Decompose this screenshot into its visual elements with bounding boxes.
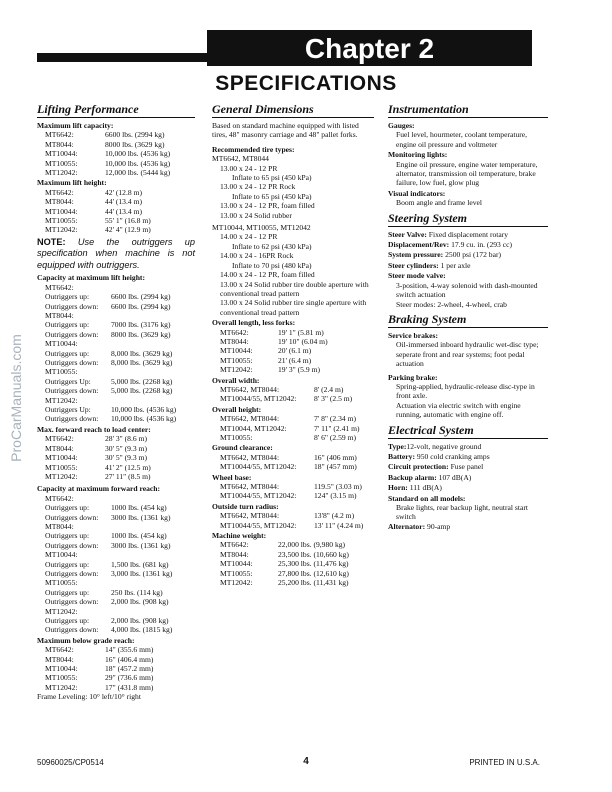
model-label: MT10044: [45,550,78,560]
spec-key: MT10055: [45,673,78,683]
spec-value: 30' 5" (9.3 m) [105,443,148,453]
spec-row [37,453,195,462]
spec-row [212,462,374,471]
spec-value: 4,000 lbs. (1815 kg) [111,625,173,635]
tire-line: 14.00 x 24 - 12 PR [220,232,278,242]
parking-brake-value-2: Actuation via electric switch with engine running, automatic with engine off. [396,400,521,420]
tires-group1 [212,164,374,220]
alternator-value: 90-amp [427,521,451,531]
spec-value: 22,000 lbs. (9,980 kg) [278,540,346,550]
spec-key: Outriggers down: [45,540,99,550]
spec-value: 19' 3" (5.9 m) [278,365,321,375]
spec-key: MT10044: [45,664,78,674]
spec-value: 13'8" (4.2 m) [314,511,355,521]
spec-key: MT10044, MT12042: [220,423,287,433]
visual-value: Boom angle and frame level [396,198,483,208]
spec-row [37,130,195,139]
braking-heading: Braking System [388,313,548,328]
horn-value: 111 dB(A) [409,483,442,493]
spec-value: 20' (6.1 m) [278,346,312,356]
tires-label: Recommended tire types: [212,144,295,154]
spec-key: MT10044/55, MT12042: [220,520,297,530]
tire-line: Inflate to 70 psi (480 kPa) [232,260,312,270]
spec-value: 21' (6.4 m) [278,355,312,365]
overall-height-list [212,414,374,442]
steer-mode-label: Steer mode valve: [388,271,446,281]
spec-key: MT10044: [220,559,253,569]
spec-value: 42' 4" (12.9 m) [105,225,151,235]
steering-heading: Steering System [388,212,548,227]
weight-list [212,540,374,587]
turn-radius-list [212,511,374,530]
spec-value: 6600 lbs. (2994 kg) [105,130,165,140]
spec-row [37,140,195,149]
spec-row [212,356,374,365]
systems-column [388,103,548,532]
spec-key: MT6642, MT8044: [220,482,280,492]
spec-value: 44' (13.4 m) [105,197,143,207]
dimensions-heading: General Dimensions [212,103,374,118]
spec-row [212,394,374,403]
model-label: MT12042: [45,395,78,405]
spec-key: MT6642, MT8044: [220,511,280,521]
spec-key: MT10044/55, MT12042: [220,394,297,404]
spec-value: 6600 lbs. (2994 kg) [111,301,171,311]
spec-key: MT8044: [45,139,74,149]
spec-key: Outriggers Up: [45,405,91,415]
steer-valve-value: Fixed displacement rotary [428,229,509,239]
ground-clearance-label: Ground clearance: [212,443,273,453]
spec-key: MT12042: [45,682,78,692]
displacement-label: Displacement/Rev: [388,240,450,250]
spec-value: 1,500 lbs. (681 kg) [111,559,169,569]
spec-value: 119.5" (3.03 m) [314,482,362,492]
tire-line: 13.00 x 24 Solid rubber [220,210,292,220]
spec-value: 27,800 lbs. (12,610 kg) [278,568,349,578]
horn-label: Horn: [388,483,408,493]
spec-value: 17" (431.8 mm) [105,682,154,692]
model-label: MT12042: [45,606,78,616]
tire-line: 13.00 x 24 Solid rubber tire double aperture with conventional tread pattern [220,279,369,298]
spec-row [37,377,195,386]
spec-value: 5,000 lbs. (2268 kg) [111,376,173,386]
spec-value: 1000 lbs. (454 kg) [111,531,167,541]
backup-alarm-label: Backup alarm: [388,472,437,482]
tire-line: 14.00 x 24 - 12 PR, foam filled [220,270,315,280]
spec-row [212,578,374,587]
type-label: Type: [388,441,407,451]
note [37,237,195,272]
spec-row [37,472,195,481]
spec-key: MT6642, MT8044: [220,452,280,462]
tire-line: 13.00 x 24 Solid rubber tire single aperture with conventional tread pattern [220,298,367,317]
spec-row [212,521,374,530]
spec-value: 8000 lbs. (3629 kg) [111,329,171,339]
spec-value: 18" (457 mm) [314,462,357,472]
spec-value: 2,000 lbs. (908 kg) [111,616,169,625]
spec-value: 41' 2" (12.5 m) [105,462,151,472]
spec-value: 3000 lbs. (1361 kg) [111,540,171,550]
note-text: Use the outriggers up specification when machine is not equipped with outriggers. [37,236,195,270]
spec-row [212,559,374,568]
spec-value: 10,000 lbs. (4536 kg) [111,414,177,424]
spec-value: 7' 8" (2.34 m) [314,414,357,424]
pressure-label: System pressure: [388,250,444,260]
footer-docnum: 50960025/CP0514 [37,758,104,767]
spec-row [37,683,195,692]
cap-max-height-list [37,283,195,424]
type-value: 12-volt, negative ground [406,441,482,451]
spec-row [212,337,374,346]
spec-row [37,349,195,358]
below-grade-list [37,645,195,692]
max-reach-label: Max. forward reach to load center: [37,424,151,434]
spec-row [37,513,195,522]
backup-alarm-value: 107 dB(A) [438,472,472,482]
spec-key: Outriggers down: [45,386,99,396]
page-title: SPECIFICATIONS [215,72,397,95]
steer-valve-label: Steer Valve: [388,229,427,239]
spec-row [37,414,195,423]
dimensions-intro: Based on standard machine equipped with listed tires, 48" masonry carriage and 48" pallet forks. [212,121,359,140]
max-capacity-list [37,130,195,177]
cylinders-value: 1 per axle [440,260,471,270]
spec-row [37,503,195,512]
monitoring-label: Monitoring lights: [388,150,448,160]
spec-value: 3,000 lbs. (1361 kg) [111,568,173,578]
spec-key: MT12042: [220,578,253,588]
spec-row [37,197,195,206]
cap-max-height-label: Capacity at maximum lift height: [37,273,145,283]
spec-value: 30' 5" (9.3 m) [105,453,148,463]
spec-key: MT6642: [45,187,74,197]
spec-value: 124" (3.15 m) [314,491,357,501]
overall-length-list [212,328,374,375]
spec-key: MT10044/55, MT12042: [220,462,297,472]
spec-row [37,434,195,443]
spec-key: MT8044: [45,443,74,453]
spec-row [37,358,195,367]
spec-key: MT8044: [220,336,249,346]
tire-line: Inflate to 65 psi (450 kPa) [232,191,312,201]
spec-value: 42' (12.8 m) [105,187,143,197]
spec-key: Outriggers down: [45,597,99,607]
spec-key: Outriggers down: [45,568,99,578]
spec-row [212,550,374,559]
spec-value: 12,000 lbs. (5444 kg) [105,168,171,178]
tires-group1-models: MT6642, MT8044 [212,154,269,164]
tires-group2 [212,232,374,317]
watermark-text: ProCarManuals.com [8,334,24,462]
spec-value: 10,000 lbs. (4536 kg) [105,149,171,159]
spec-row [37,292,195,301]
model-label: MT6642: [45,493,74,503]
spec-row [212,346,374,355]
spec-row [37,159,195,168]
footer-printed: PRINTED IN U.S.A. [469,758,540,767]
overall-height-label: Overall height: [212,404,262,414]
alternator-label: Alternator: [388,521,426,531]
lifting-column [37,103,195,703]
spec-value: 13' 11" (4.24 m) [314,520,364,530]
spec-row [37,320,195,329]
spec-key: MT10055: [220,433,253,442]
spec-value: 19' 1" (5.81 m) [278,327,324,337]
spec-row [37,330,195,339]
tire-line: 13.00 x 24 - 12 PR Rock [220,182,296,192]
spec-value: 8,000 lbs. (3629 kg) [111,348,173,358]
electrical-heading: Electrical System [388,424,548,439]
spec-row [37,625,195,634]
spec-row [37,597,195,606]
spec-row [212,414,374,423]
spec-key: MT6642: [45,130,74,140]
turn-radius-label: Outside turn radius: [212,501,279,511]
spec-row [37,216,195,225]
monitoring-value: Engine oil pressure, engine water temperature, alternator, transmission oil temperature, brake failure, low fuel, glow plug [396,159,538,188]
spec-row [212,511,374,520]
standard-value: Brake lights, rear backup light, neutral start switch [396,503,529,522]
spec-row [37,616,195,625]
spec-row [37,541,195,550]
spec-row [37,168,195,177]
spec-key: Outriggers down: [45,512,99,522]
spec-row [212,365,374,374]
spec-value: 5,000 lbs. (2268 kg) [111,386,173,396]
displacement-value: 17.9 cu. in. (293 cc) [451,240,513,250]
spec-value: 2,000 lbs. (908 kg) [111,597,169,607]
spec-row [37,588,195,597]
spec-value: 27' 11" (8.5 m) [105,471,151,481]
spec-value: 8,000 lbs. (3629 kg) [111,358,173,368]
spec-value: 28' 3" (8.6 m) [105,434,148,444]
visual-label: Visual indicators: [388,188,446,198]
spec-row [37,463,195,472]
spec-value: 23,500 lbs. (10,660 kg) [278,549,349,559]
spec-row [37,560,195,569]
wheel-base-list [212,482,374,501]
overall-width-label: Overall width: [212,375,260,385]
spec-value: 8' 3" (2.5 m) [314,394,353,404]
spec-row [37,645,195,654]
spec-key: MT8044: [220,549,249,559]
model-label: MT8044: [45,311,74,320]
spec-value: 18" (457.2 mm) [105,664,154,674]
spec-value: 3000 lbs. (1361 kg) [111,512,171,522]
spec-row [37,405,195,414]
gauges-value: Fuel level, hourmeter, coolant temperature, engine oil pressure and voltmeter [396,130,528,149]
spec-row [37,149,195,158]
steer-mode-value: 3-position, 4-way solenoid with dash-mounted switch actuation [396,280,538,300]
spec-key: MT12042: [45,225,78,235]
lifting-heading: Lifting Performance [37,103,195,118]
spec-key: MT6642: [220,540,249,550]
parking-brake-value: Spring-applied, hydraulic-release disc-type in front axle. [396,381,535,401]
spec-value: 14" (355.6 mm) [105,645,154,655]
instrumentation-heading: Instrumentation [388,103,548,118]
spec-row [37,386,195,395]
tire-line: Inflate to 62 psi (430 kPa) [232,241,312,251]
spec-key: MT10044/55, MT12042: [220,491,297,501]
max-height-label: Maximum lift height: [37,178,107,188]
spec-row [37,673,195,682]
spec-value: 16" (406 mm) [314,452,357,462]
pressure-value: 2500 psi (172 bar) [445,250,501,260]
spec-key: MT10055: [45,462,78,472]
spec-row [37,569,195,578]
service-brakes-label: Service brakes: [388,330,438,340]
spec-row [212,328,374,337]
spec-value: 8' 6" (2.59 m) [314,433,357,442]
spec-key: MT6642: [45,645,74,655]
spec-key: Outriggers Up: [45,376,91,386]
spec-key: Outriggers down: [45,625,99,635]
spec-key: Outriggers up: [45,531,90,541]
spec-key: Outriggers down: [45,329,99,339]
circuit-label: Circuit protection: [388,462,449,472]
spec-key: MT6642: [220,327,249,337]
frame-leveling: Frame Leveling: 10° left/10° right [37,692,141,702]
model-label: MT8044: [45,521,74,531]
spec-key: MT6642, MT8044: [220,414,280,424]
spec-value: 19' 10" (6.04 m) [278,336,328,346]
tire-line: Inflate to 65 psi (450 kPa) [232,173,312,183]
spec-key: Outriggers up: [45,292,90,302]
spec-key: Outriggers up: [45,616,90,625]
spec-row [212,424,374,433]
circuit-value: Fuse panel [450,462,484,472]
overall-width-list [212,385,374,404]
overall-length-label: Overall length, less forks: [212,318,296,328]
spec-row [212,453,374,462]
spec-row [212,569,374,578]
spec-key: Outriggers up: [45,587,90,597]
max-height-list [37,188,195,235]
spec-row [37,664,195,673]
model-label: MT6642: [45,282,74,292]
spec-value: 10,000 lbs. (4536 kg) [105,158,171,168]
spec-value: 16" (406.4 mm) [105,654,154,664]
spec-row [37,531,195,540]
model-label: MT10055: [45,578,78,588]
cap-max-reach-label: Capacity at maximum forward reach: [37,484,161,494]
spec-row [212,491,374,500]
chapter-rule [37,53,207,62]
spec-value: 250 lbs. (114 kg) [111,587,163,597]
spec-key: MT6642: [45,434,74,444]
max-reach-list [37,434,195,481]
spec-key: MT10055: [45,158,78,168]
spec-value: 8' (2.4 m) [314,384,344,394]
spec-value: 7' 11" (2.41 m) [314,423,360,433]
model-label: MT10044: [45,339,78,349]
tire-line: 13.00 x 24 - 12 PR [220,163,278,173]
model-label: MT10055: [45,367,78,377]
spec-row [37,444,195,453]
service-brakes-value: Oil-immersed inboard hydraulic wet-disc type; seperate front and rear systems; foot pedal actuation [396,340,539,369]
spec-key: Outriggers down: [45,301,99,311]
spec-key: MT10044: [220,346,253,356]
spec-value: 6600 lbs. (2994 kg) [111,292,171,302]
spec-key: Outriggers up: [45,503,90,513]
steer-modes-value: Steer modes: 2-wheel, 4-wheel, crab [396,299,507,309]
spec-key: MT12042: [220,365,253,375]
spec-key: MT12042: [45,471,78,481]
standard-label: Standard on all models: [388,493,466,503]
spec-value: 29" (736.6 mm) [105,673,154,683]
spec-key: MT10044: [45,206,78,216]
tires-group2-models: MT10044, MT10055, MT12042 [212,223,311,233]
cap-max-reach-list [37,494,195,635]
spec-value: 10,000 lbs. (4536 kg) [111,405,177,415]
tire-line: 14.00 x 24 - 16PR Rock [220,251,294,261]
spec-row [37,207,195,216]
spec-row [37,188,195,197]
spec-row [212,433,374,442]
tire-line: 13.00 x 24 - 12 PR, foam filled [220,201,315,211]
spec-row [212,385,374,394]
spec-row [212,540,374,549]
note-label: NOTE: [37,236,66,247]
page-number: 4 [303,756,309,767]
spec-key: Outriggers up: [45,348,90,358]
spec-value: 25,300 lbs. (11,476 kg) [278,559,349,569]
spec-value: 55' 1" (16.8 m) [105,216,151,226]
spec-key: MT10055: [220,355,253,365]
spec-value: 1000 lbs. (454 kg) [111,503,167,513]
gauges-label: Gauges: [388,121,415,130]
spec-key: MT8044: [45,197,74,207]
below-grade-label: Maximum below grade reach: [37,635,135,645]
spec-value: 8000 lbs. (3629 kg) [105,139,165,149]
spec-key: MT10055: [45,216,78,226]
parking-brake-label: Parking brake: [388,372,438,382]
battery-value: 950 cold cranking amps [416,451,490,461]
spec-key: MT10044: [45,149,78,159]
spec-key: MT10055: [220,568,253,578]
chapter-title: Chapter 2 [207,30,532,66]
spec-key: MT6642, MT8044: [220,384,280,394]
spec-key: Outriggers down: [45,414,99,424]
battery-label: Battery: [388,451,415,461]
spec-value: 44' (13.4 m) [105,206,143,216]
spec-value: 25,200 lbs. (11,431 kg) [278,578,349,588]
spec-key: Outriggers up: [45,320,90,330]
spec-row [37,655,195,664]
spec-value: 7000 lbs. (3176 kg) [111,320,171,330]
dimensions-column [212,103,374,588]
max-capacity-label: Maximum lift capacity: [37,121,114,130]
wheel-base-label: Wheel base: [212,472,252,482]
spec-key: Outriggers down: [45,358,99,368]
weight-label: Machine weight: [212,531,267,541]
ground-clearance-list [212,453,374,472]
spec-key: MT10044: [45,453,78,463]
spec-row [37,225,195,234]
spec-row [212,482,374,491]
spec-key: MT12042: [45,168,78,178]
spec-row [37,302,195,311]
spec-key: Outriggers up: [45,559,90,569]
spec-key: MT8044: [45,654,74,664]
watermark [6,250,26,550]
cylinders-label: Steer cylinders: [388,260,439,270]
